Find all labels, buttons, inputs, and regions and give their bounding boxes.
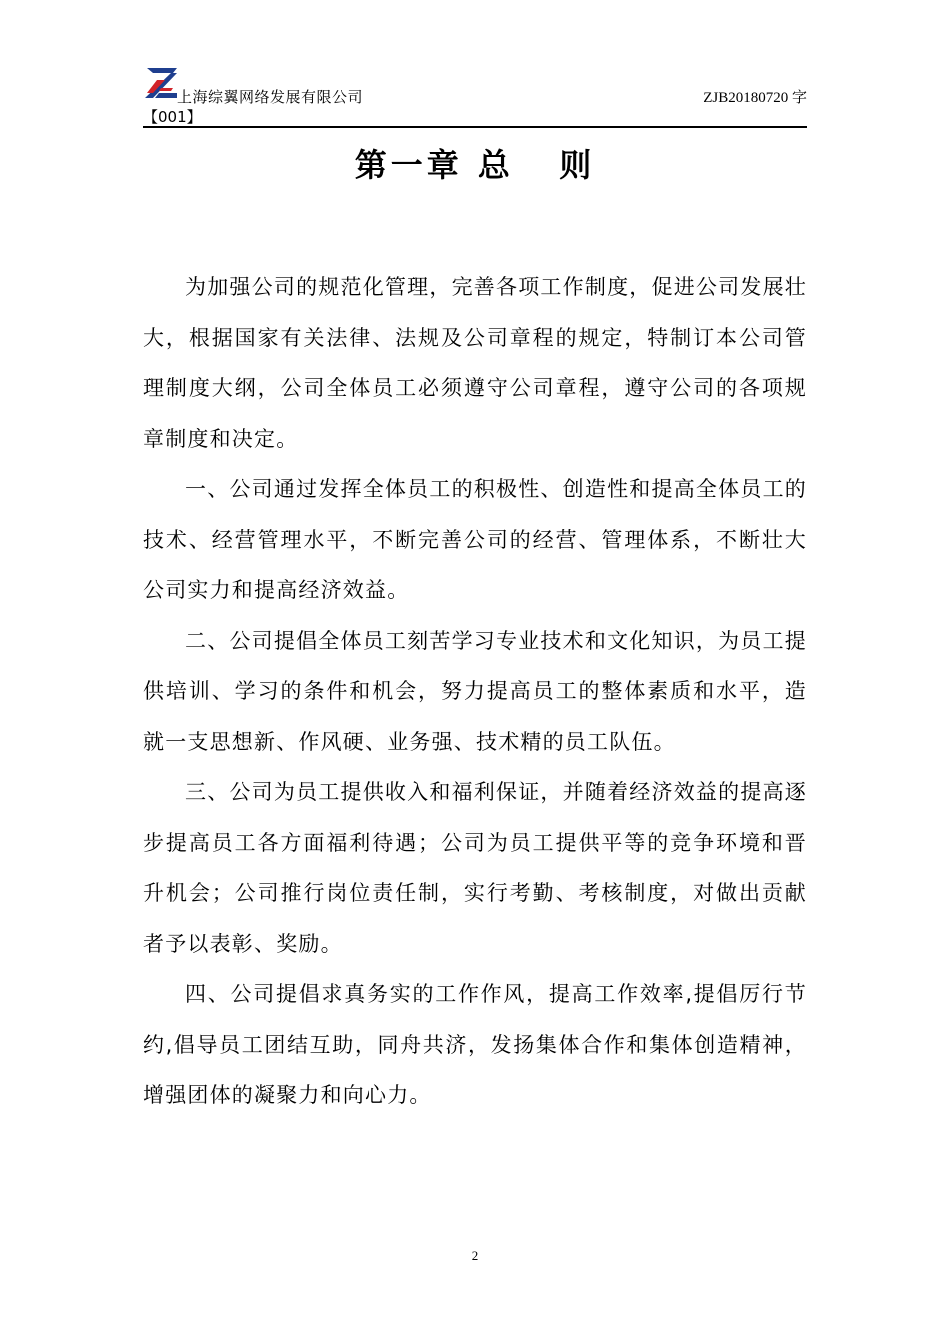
page-number: 2: [471, 1248, 479, 1263]
zhongyi-logo-icon: [143, 66, 179, 100]
body-text: [143, 262, 807, 1121]
page-header: [143, 66, 807, 128]
company-name: 上海综翼网络发展有限公司: [177, 88, 364, 106]
paragraph-intro: 为加强公司的规范化管理，完善各项工作制度，促进公司发展壮大，根据国家有关法律、法规及公司章程的规定，特制订本公司管理制度大纲，公司全体员工必须遵守公司章程，遵守公司的各项规章制度和决定。: [143, 275, 807, 451]
chapter-title: 第一章 总 则: [354, 146, 596, 184]
paragraph-item-2: 二、公司提倡全体员工刻苦学习专业技术和文化知识，为员工提供培训、学习的条件和机会，努力提高员工的整体素质和水平，造就一支思想新、作风硬、业务强、技术精的员工队伍。: [143, 628, 807, 754]
document-number: ZJB20180720 字: [703, 90, 807, 106]
paragraph-item-4: 四、公司提倡求真务实的工作作风，提高工作效率,提倡厉行节约,倡导员工团结互助，同舟共济，发扬集体合作和集体创造精神，增强团体的凝聚力和向心力。: [143, 982, 807, 1107]
paragraph-item-1: 一、公司通过发挥全体员工的积极性、创造性和提高全体员工的技术、经营管理水平，不断完善公司的经营、管理体系，不断壮大公司实力和提高经济效益。: [143, 477, 807, 602]
paragraph-item-3: 三、公司为员工提供收入和福利保证，并随着经济效益的提高逐步提高员工各方面福利待遇；公司为员工提供平等的竞争环境和晋升机会；公司推行岗位责任制，实行考勤、考核制度，对做出贡献者予以表彰、奖励。: [143, 780, 807, 956]
header-rule: [143, 126, 807, 128]
document-code: 【001】: [143, 108, 202, 126]
